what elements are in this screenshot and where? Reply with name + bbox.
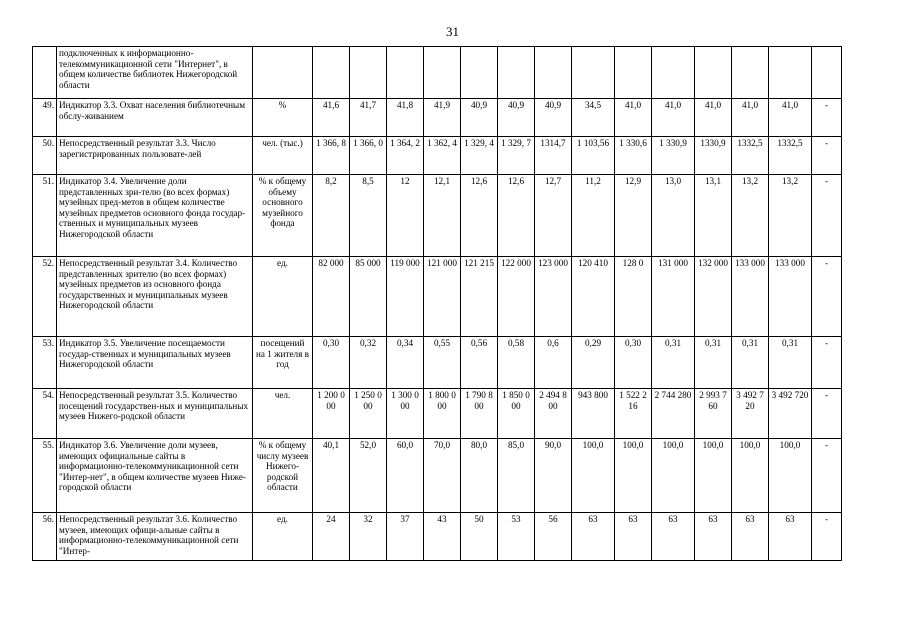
value-cell: 85,0	[498, 439, 535, 513]
value-cell: 41,6	[313, 99, 350, 137]
value-cell: 0,34	[387, 337, 424, 389]
value-cell	[652, 47, 695, 99]
unit-cell: % к общему числу музеев Нижего-родской области	[253, 439, 313, 513]
value-cell: 70,0	[424, 439, 461, 513]
value-cell: 12,7	[535, 175, 572, 257]
value-cell: 8,5	[350, 175, 387, 257]
value-cell: 1 250 000	[350, 389, 387, 439]
unit-cell: чел. (тыс.)	[253, 137, 313, 175]
value-cell: 128 0	[615, 257, 652, 337]
value-cell: 0,58	[498, 337, 535, 389]
value-cell: 41,0	[732, 99, 769, 137]
value-cell: 100,0	[572, 439, 615, 513]
value-cell: 2 993 760	[695, 389, 732, 439]
value-cell: 41,8	[387, 99, 424, 137]
value-cell: 1 330,6	[615, 137, 652, 175]
value-cell: 1 850 000	[498, 389, 535, 439]
row-number: 51.	[33, 175, 57, 257]
unit-cell: ед.	[253, 257, 313, 337]
value-cell: 52,0	[350, 439, 387, 513]
indicator-name: Непосредственный результат 3.5. Количество посещений государствен-ных и муниципальных музеев Нижего-родской области	[57, 389, 253, 439]
value-cell: 12,6	[461, 175, 498, 257]
value-cell: 1 329, 4	[461, 137, 498, 175]
value-cell: 1330,9	[695, 137, 732, 175]
value-cell: 133 000	[732, 257, 769, 337]
value-cell: 13,2	[769, 175, 812, 257]
value-cell: 122 000	[498, 257, 535, 337]
value-cell	[695, 47, 732, 99]
value-cell	[424, 47, 461, 99]
unit-cell: посещений на 1 жителя в год	[253, 337, 313, 389]
value-cell: 1 790 800	[461, 389, 498, 439]
value-cell: 13,1	[695, 175, 732, 257]
table-row	[33, 337, 842, 389]
value-cell: 56	[535, 513, 572, 561]
value-cell: 82 000	[313, 257, 350, 337]
last-cell: -	[812, 513, 842, 561]
value-cell: 0,6	[535, 337, 572, 389]
value-cell: 34,5	[572, 99, 615, 137]
value-cell: 12,1	[424, 175, 461, 257]
indicator-name: Непосредственный результат 3.6. Количество музеев, имеющих офици-альные сайты в информационно-телекоммуникационной сети "Интер-	[57, 513, 253, 561]
value-cell: 100,0	[769, 439, 812, 513]
value-cell: 8,2	[313, 175, 350, 257]
value-cell: 0,30	[615, 337, 652, 389]
value-cell: 100,0	[695, 439, 732, 513]
last-cell: -	[812, 389, 842, 439]
value-cell: 3 492 720	[769, 389, 812, 439]
value-cell: 1 800 000	[424, 389, 461, 439]
table-row	[33, 99, 842, 137]
indicator-name: Индикатор 3.4. Увеличение доли представленных зри-телю (во всех формах) музейных пред-метов в общем количестве музейных предметов основного фонда государ-ственных и муниципальных музеев Нижегородской области	[57, 175, 253, 257]
unit-cell: % к общему объему основного музейного фонда	[253, 175, 313, 257]
value-cell: 2 494 800	[535, 389, 572, 439]
value-cell: 80,0	[461, 439, 498, 513]
value-cell: 85 000	[350, 257, 387, 337]
value-cell	[535, 47, 572, 99]
value-cell: 1 364, 2	[387, 137, 424, 175]
value-cell: 11,2	[572, 175, 615, 257]
indicator-name: Индикатор 3.3. Охват населения библиотечным обслу-живанием	[57, 99, 253, 137]
value-cell: 40,9	[535, 99, 572, 137]
value-cell	[461, 47, 498, 99]
table-row	[33, 47, 842, 99]
table-row	[33, 137, 842, 175]
value-cell: 1 103,56	[572, 137, 615, 175]
last-cell: -	[812, 439, 842, 513]
value-cell: 43	[424, 513, 461, 561]
value-cell: 40,9	[498, 99, 535, 137]
value-cell: 12,9	[615, 175, 652, 257]
row-number: 55.	[33, 439, 57, 513]
table-row	[33, 175, 842, 257]
value-cell: 121 215	[461, 257, 498, 337]
value-cell: 13,2	[732, 175, 769, 257]
value-cell	[769, 47, 812, 99]
last-cell: -	[812, 257, 842, 337]
indicator-name: Индикатор 3.6. Увеличение доли музеев, имеющих официальные сайты в информационно-телекоммуникационной сети "Интер-нет", в общем количестве музеев Ниже-городской области	[57, 439, 253, 513]
value-cell	[387, 47, 424, 99]
value-cell: 41,0	[695, 99, 732, 137]
indicators-table	[32, 46, 842, 561]
value-cell: 0,32	[350, 337, 387, 389]
value-cell: 0,55	[424, 337, 461, 389]
value-cell: 13,0	[652, 175, 695, 257]
unit-cell: %	[253, 99, 313, 137]
value-cell: 119 000	[387, 257, 424, 337]
value-cell: 1 300 000	[387, 389, 424, 439]
row-number	[33, 47, 57, 99]
table-row	[33, 257, 842, 337]
value-cell: 40,1	[313, 439, 350, 513]
value-cell: 0,30	[313, 337, 350, 389]
table-row	[33, 439, 842, 513]
value-cell: 1332,5	[769, 137, 812, 175]
value-cell: 123 000	[535, 257, 572, 337]
value-cell: 90,0	[535, 439, 572, 513]
value-cell: 40,9	[461, 99, 498, 137]
value-cell: 0,31	[732, 337, 769, 389]
value-cell: 0,31	[695, 337, 732, 389]
value-cell: 132 000	[695, 257, 732, 337]
last-cell: -	[812, 337, 842, 389]
value-cell: 41,9	[424, 99, 461, 137]
value-cell: 2 744 280	[652, 389, 695, 439]
last-cell	[812, 47, 842, 99]
value-cell: 41,0	[652, 99, 695, 137]
value-cell: 60,0	[387, 439, 424, 513]
row-number: 53.	[33, 337, 57, 389]
value-cell: 0,31	[769, 337, 812, 389]
indicator-name: подключенных к информационно-телекоммуникационной сети "Интернет", в общем количестве библиотек Нижегородской области	[57, 47, 253, 99]
value-cell: 1 329, 7	[498, 137, 535, 175]
value-cell: 41,0	[615, 99, 652, 137]
value-cell	[313, 47, 350, 99]
table-row	[33, 389, 842, 439]
row-number: 49.	[33, 99, 57, 137]
value-cell: 37	[387, 513, 424, 561]
value-cell: 63	[572, 513, 615, 561]
value-cell: 0,29	[572, 337, 615, 389]
value-cell: 63	[652, 513, 695, 561]
value-cell: 0,56	[461, 337, 498, 389]
row-number: 52.	[33, 257, 57, 337]
last-cell: -	[812, 99, 842, 137]
value-cell: 53	[498, 513, 535, 561]
value-cell: 100,0	[615, 439, 652, 513]
value-cell: 133 000	[769, 257, 812, 337]
value-cell: 41,0	[769, 99, 812, 137]
value-cell: 1 362, 4	[424, 137, 461, 175]
indicator-name: Непосредственный результат 3.4. Количество представленных зрителю (во всех формах) музейных предметов из основного фонда государственных и муниципальных музеев Нижегородской области	[57, 257, 253, 337]
value-cell: 100,0	[652, 439, 695, 513]
value-cell: 63	[732, 513, 769, 561]
value-cell: 943 800	[572, 389, 615, 439]
value-cell: 120 410	[572, 257, 615, 337]
page-number: 31	[446, 24, 459, 39]
value-cell: 63	[769, 513, 812, 561]
row-number: 50.	[33, 137, 57, 175]
value-cell: 1 366, 8	[313, 137, 350, 175]
row-number: 56.	[33, 513, 57, 561]
value-cell: 1 522 216	[615, 389, 652, 439]
value-cell: 41,7	[350, 99, 387, 137]
value-cell	[615, 47, 652, 99]
value-cell: 63	[695, 513, 732, 561]
value-cell: 50	[461, 513, 498, 561]
value-cell: 100,0	[732, 439, 769, 513]
value-cell: 12,6	[498, 175, 535, 257]
value-cell: 1314,7	[535, 137, 572, 175]
last-cell: -	[812, 175, 842, 257]
value-cell: 1 330,9	[652, 137, 695, 175]
value-cell	[572, 47, 615, 99]
value-cell: 121 000	[424, 257, 461, 337]
value-cell: 63	[615, 513, 652, 561]
value-cell: 1 366, 0	[350, 137, 387, 175]
row-number: 54.	[33, 389, 57, 439]
value-cell: 0,31	[652, 337, 695, 389]
value-cell: 12	[387, 175, 424, 257]
indicator-name: Индикатор 3.5. Увеличение посещаемости государ-ственных и муниципальных музеев Нижегородской области	[57, 337, 253, 389]
unit-cell: ед.	[253, 513, 313, 561]
last-cell: -	[812, 137, 842, 175]
value-cell: 131 000	[652, 257, 695, 337]
value-cell	[732, 47, 769, 99]
value-cell: 1332,5	[732, 137, 769, 175]
table-row	[33, 513, 842, 561]
value-cell	[350, 47, 387, 99]
value-cell: 24	[313, 513, 350, 561]
value-cell: 1 200 000	[313, 389, 350, 439]
unit-cell: чел.	[253, 389, 313, 439]
value-cell: 32	[350, 513, 387, 561]
value-cell	[498, 47, 535, 99]
value-cell: 3 492 720	[732, 389, 769, 439]
unit-cell	[253, 47, 313, 99]
indicator-name: Непосредственный результат 3.3. Число зарегистрированных пользовате-лей	[57, 137, 253, 175]
